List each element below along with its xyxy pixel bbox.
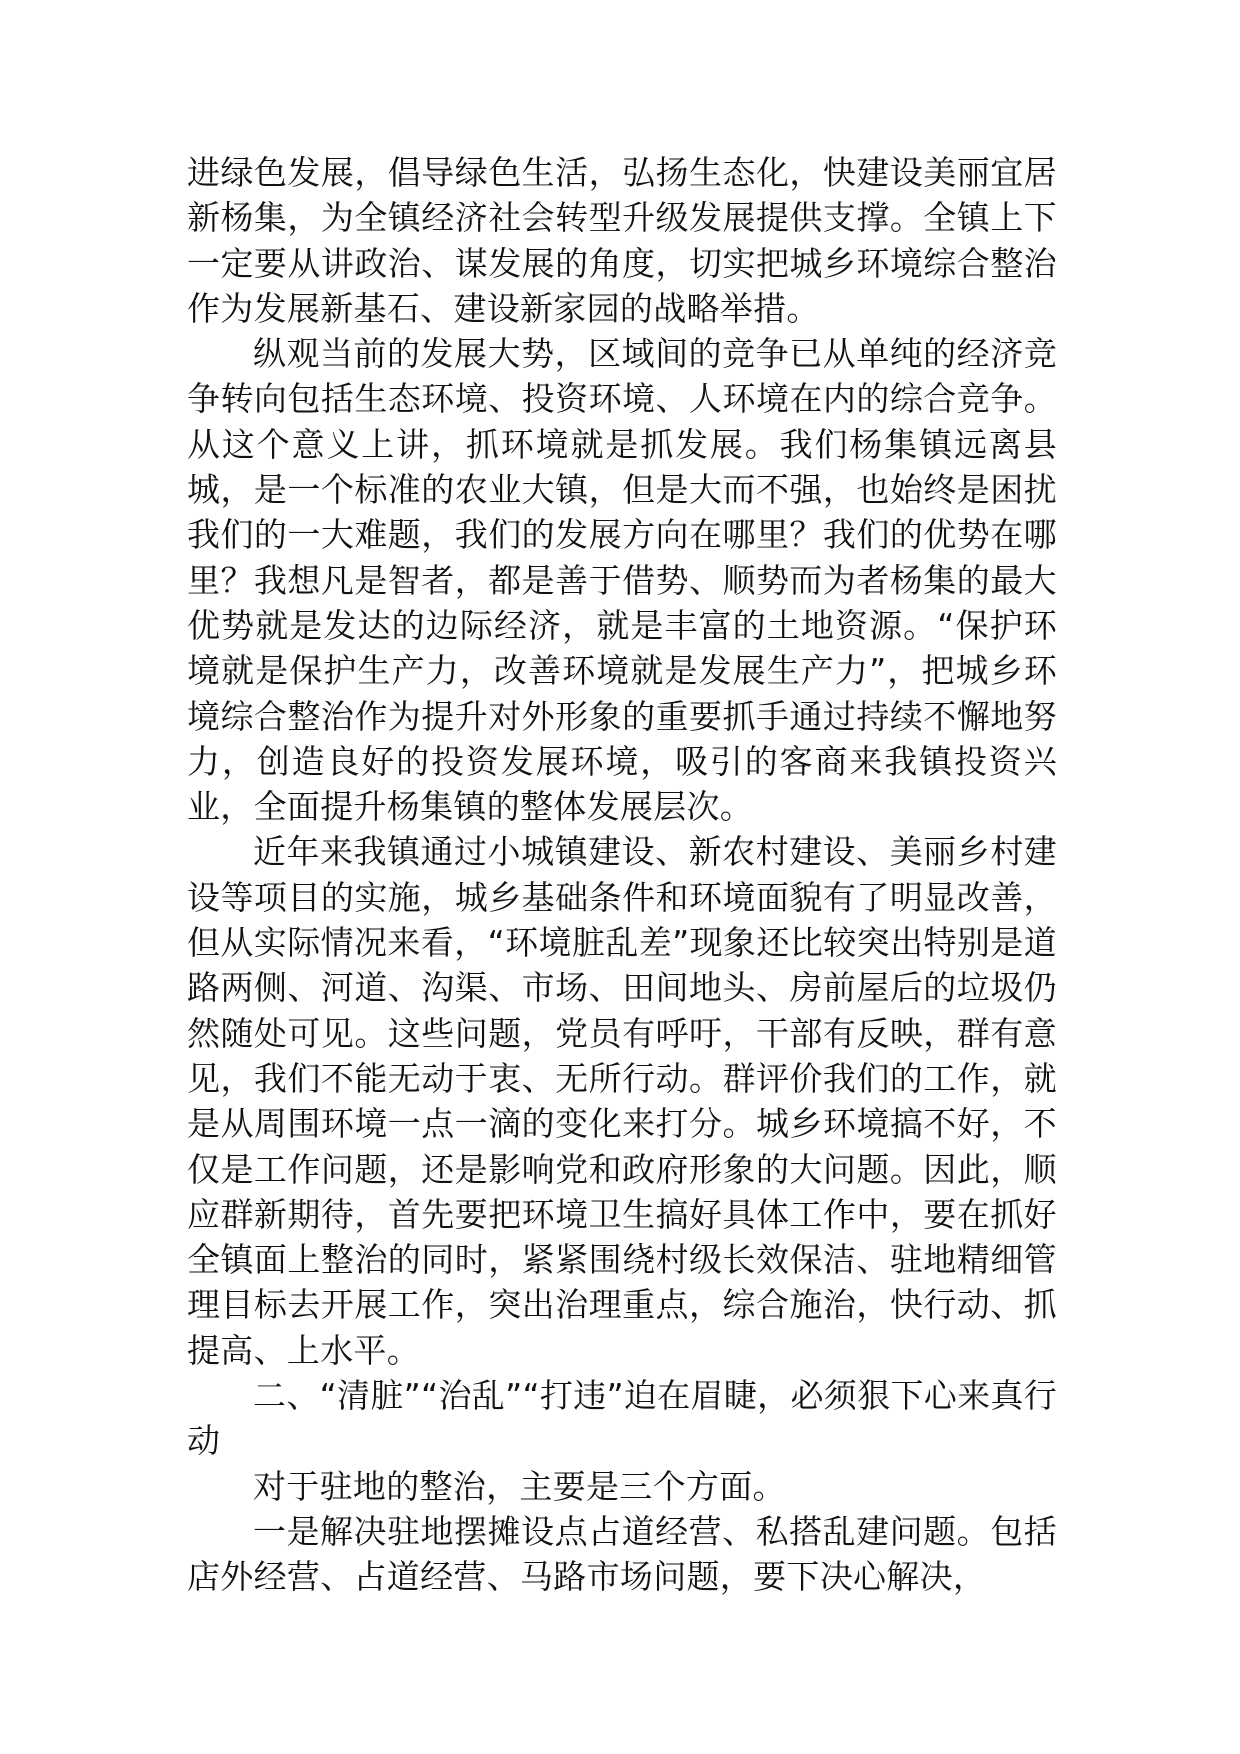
paragraph-4: 对于驻地的整治，主要是三个方面。 xyxy=(253,1466,786,1506)
paragraph-2: 纵观当前的发展大势，区域间的竞争已从单纯的经济竞争转向包括生态环境、投资环境、人环境在内的综合竞争。从这个意义上讲，抓环境就是抓发展。我们杨集镇远离县城，是一个标准的农业大镇，但是大而不强，也始终是困扰我们的一大难题，我们的发展方向在哪里？我们的优势在哪里？我想凡是智者，都是善于借势、顺势而为者杨集的最大优势就是发达的边际经济，就是丰富的土地资源。“保护环境就是保护生产力，改善环境就是发展生产力”，把城乡环境综合整治作为提升对外形象的重要抓手通过持续不懈地努力，创造良好的投资发展环境，吸引的客商来我镇投资兴业，全面提升杨集镇的整体发展层次。 xyxy=(187,334,1057,827)
paragraph-1: 进绿色发展，倡导绿色生活，弘扬生态化，快建设美丽宜居新杨集，为全镇经济社会转型升级发展提供支撑。全镇上下一定要从讲政治、谋发展的角度，切实把城乡环境综合整治作为发展新基石、建设新家园的战略举措。 xyxy=(187,153,1057,328)
paragraph-3: 近年来我镇通过小城镇建设、新农村建设、美丽乡村建设等项目的实施，城乡基础条件和环境面貌有了明显改善，但从实际情况来看，“环境脏乱差”现象还比较突出特别是道路两侧、河道、沟渠、市场、田间地头、房前屋后的垃圾仍然随处可见。这些问题，党员有呼吁，干部有反映，群有意见，我们不能无动于衷、无所行动。群评价我们的工作，就是从周围环境一点一滴的变化来打分。城乡环境搞不好，不仅是工作问题，还是影响党和政府形象的大问题。因此，顺应群新期待，首先要把环境卫生搞好具体工作中，要在抓好全镇面上整治的同时，紧紧围绕村级长效保洁、驻地精细管理目标去开展工作，突出治理重点，综合施治，快行动、抓提高、上水平。 xyxy=(187,832,1057,1370)
paragraph-5: 一是解决驻地摆摊设点占道经营、私搭乱建问题。包括店外经营、占道经营、马路市场问题，要下决心解决， xyxy=(187,1511,1057,1597)
document-body xyxy=(187,150,1057,1600)
section-heading: 二、“清脏”“治乱”“打违”迫在眉睫，必须狠下心来真行动 xyxy=(187,1376,1057,1461)
